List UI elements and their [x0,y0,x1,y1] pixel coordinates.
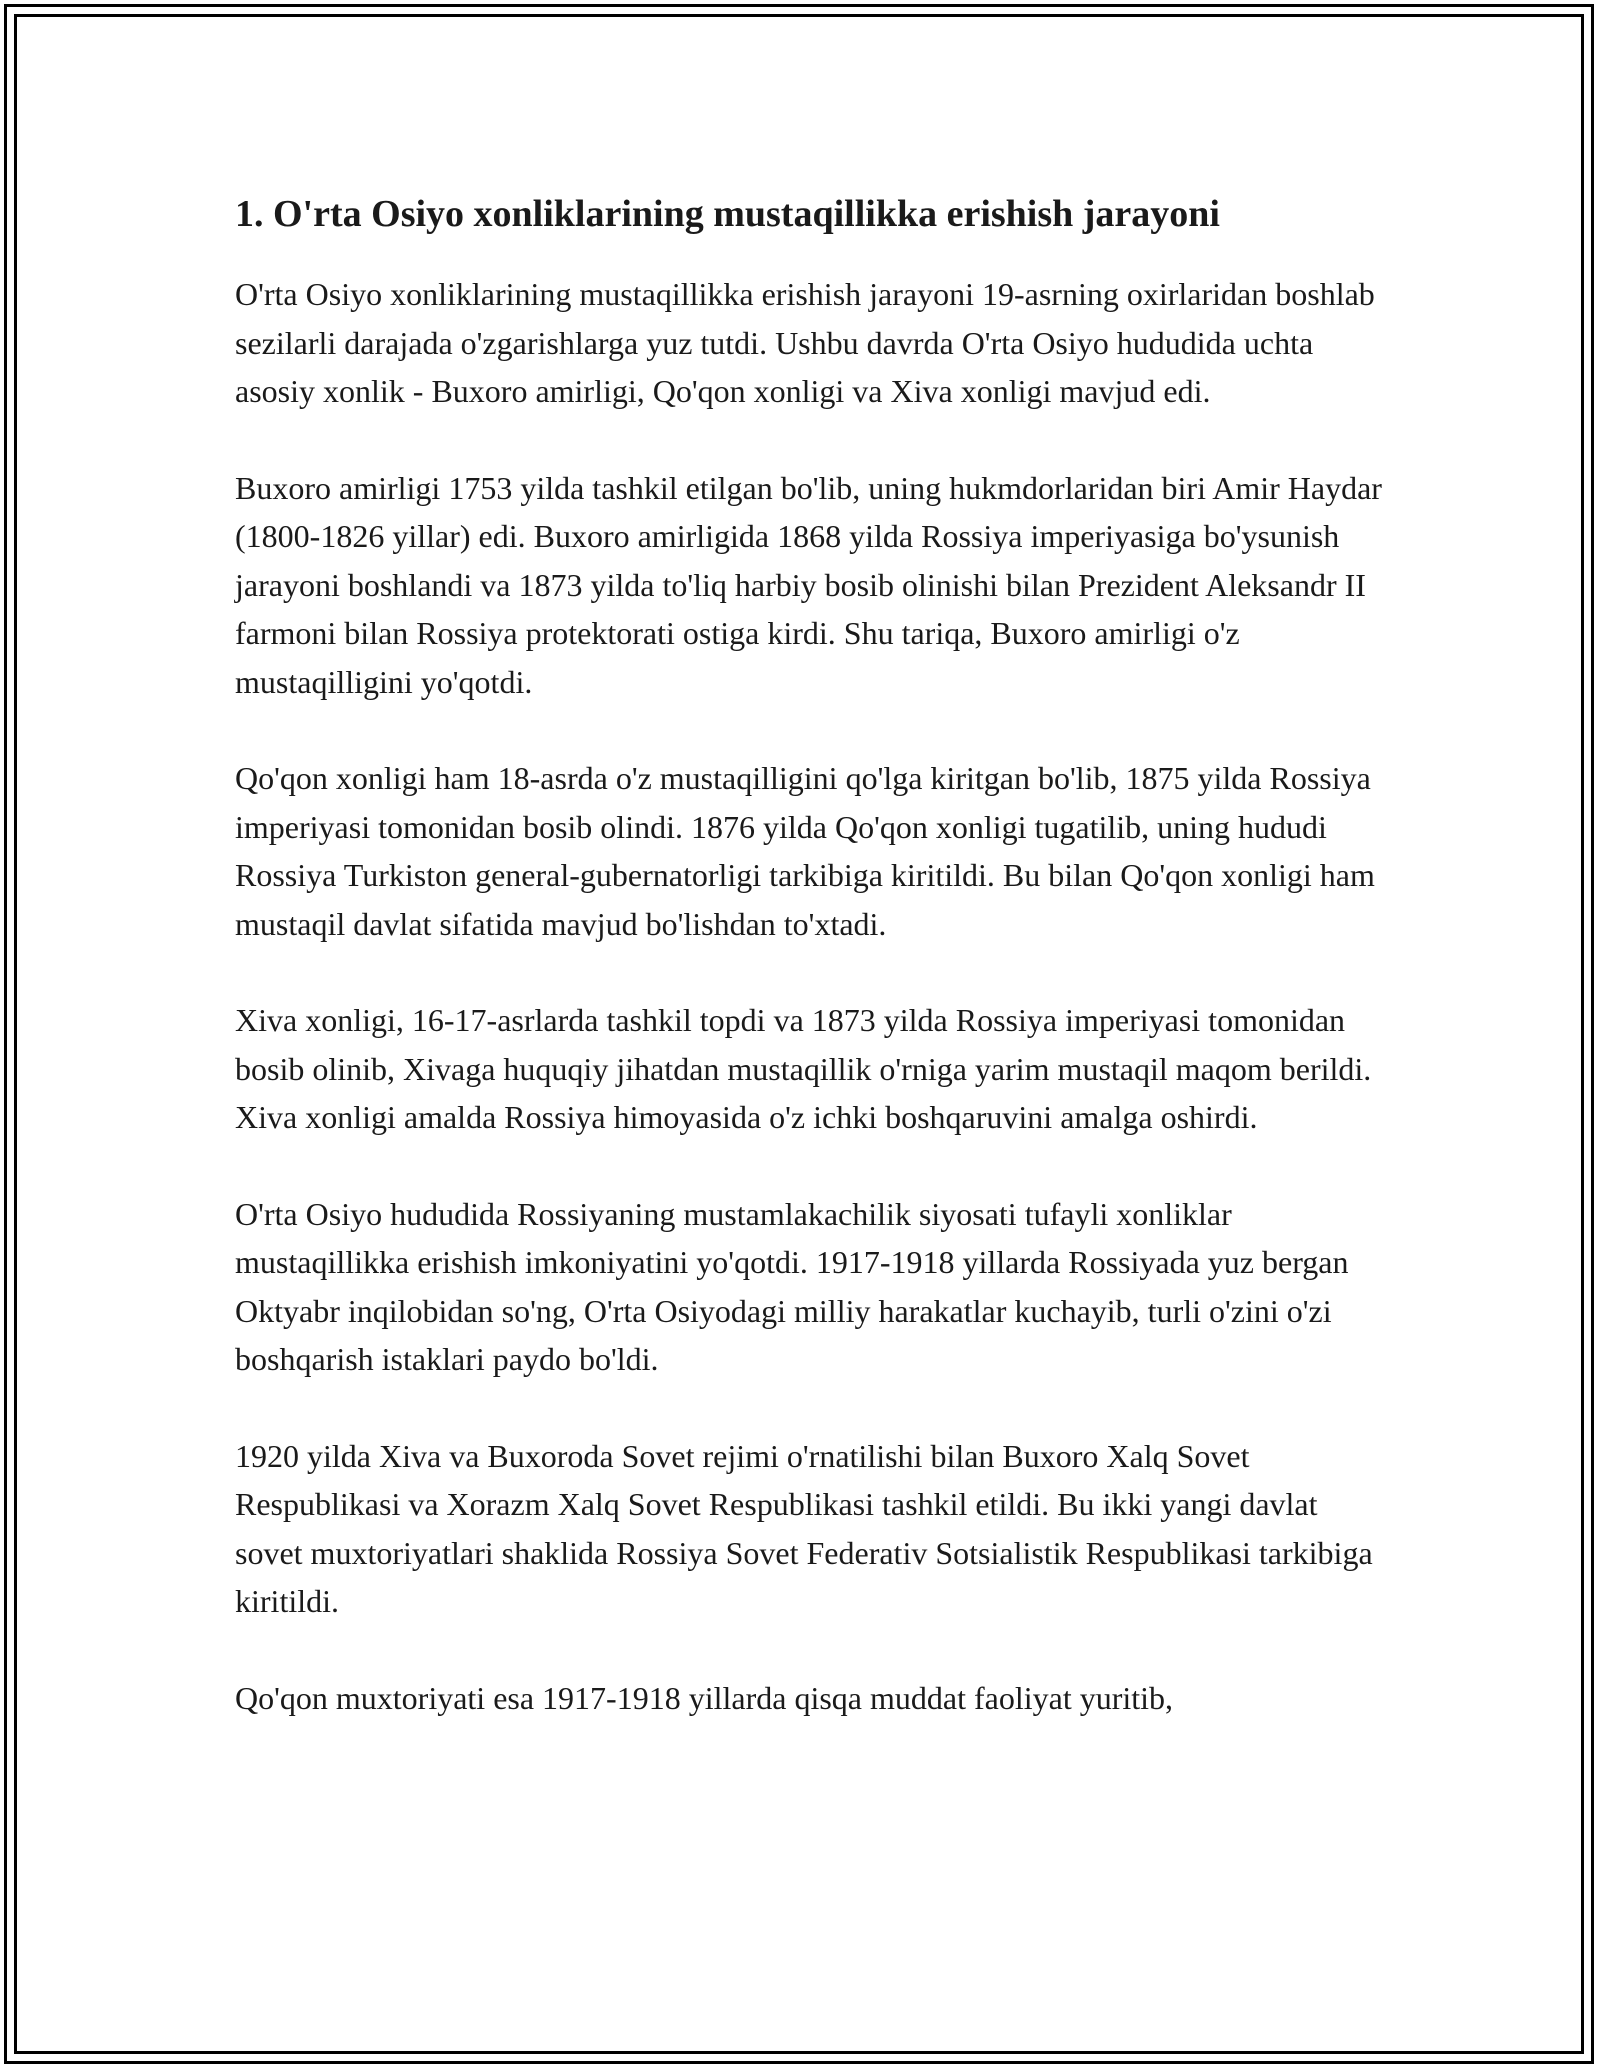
paragraph-2: Buxoro amirligi 1753 yilda tashkil etilgan bo'lib, uning hukmdorlaridan biri Amir Haydar (1800-1826 yillar) edi. Buxoro amirligida 1868 yilda Rossiya imperiyasiga bo'ysunish jarayoni boshlandi va 1873 yilda to'liq harbiy bosib olinishi bilan Prezident Aleksandr II farmoni bilan Rossiya protektorati ostiga kirdi. Shu tariqa, Buxoro amirligi o'z mustaqilligini yo'qotdi. [235,469,1382,700]
page-title: 1. O'rta Osiyo xonliklarining mustaqillikka erishish jarayoni [235,193,1220,235]
document-body [235,188,1385,1770]
paragraph-1: O'rta Osiyo xonliklarining mustaqillikka erishish jarayoni 19-asrning oxirlaridan boshlab sezilarli darajada o'zgarishlarga yuz tutdi. Ushbu davrda O'rta Osiyo hududida uchta asosiy xonlik - Buxoro amirligi, Qo'qon xonligi va Xiva xonligi mavjud edi. [235,276,1375,409]
paragraph-3: Qo'qon xonligi ham 18-asrda o'z mustaqilligini qo'lga kiritgan bo'lib, 1875 yilda Rossiya imperiyasi tomonidan bosib olindi. 1876 yilda Qo'qon xonligi tugatilib, uning hududi Rossiya Turkiston general-gubernatorligi tarkibiga kiritildi. Bu bilan Qo'qon xonligi ham mustaqil davlat sifatida mavjud bo'lishdan to'xtadi. [235,760,1375,942]
paragraph-4: Xiva xonligi, 16-17-asrlarda tashkil topdi va 1873 yilda Rossiya imperiyasi tomonidan bosib olinib, Xivaga huquqiy jihatdan mustaqillik o'rniga yarim mustaqil maqom berildi. Xiva xonligi amalda Rossiya himoyasida o'z ichki boshqaruvini amalga oshirdi. [235,1002,1372,1135]
paragraph-5: O'rta Osiyo hududida Rossiyaning mustamlakachilik siyosati tufayli xonliklar mustaqillikka erishish imkoniyatini yo'qotdi. 1917-1918 yillarda Rossiyada yuz bergan Oktyabr inqilobidan so'ng, O'rta Osiyodagi milliy harakatlar kuchayib, turli o'zini o'zi boshqarish istaklari paydo bo'ldi. [235,1195,1349,1377]
paragraph-6: 1920 yilda Xiva va Buxoroda Sovet rejimi o'rnatilishi bilan Buxoro Xalq Sovet Respublikasi va Xorazm Xalq Sovet Respublikasi tashkil etildi. Bu ikki yangi davlat sovet muxtoriyatlari shaklida Rossiya Sovet Federativ Sotsialistik Respublikasi tarkibiga kiritildi. [235,1437,1373,1619]
paragraph-7: Qo'qon muxtoriyati esa 1917-1918 yillarda qisqa muddat faoliyat yuritib, [235,1679,1174,1716]
